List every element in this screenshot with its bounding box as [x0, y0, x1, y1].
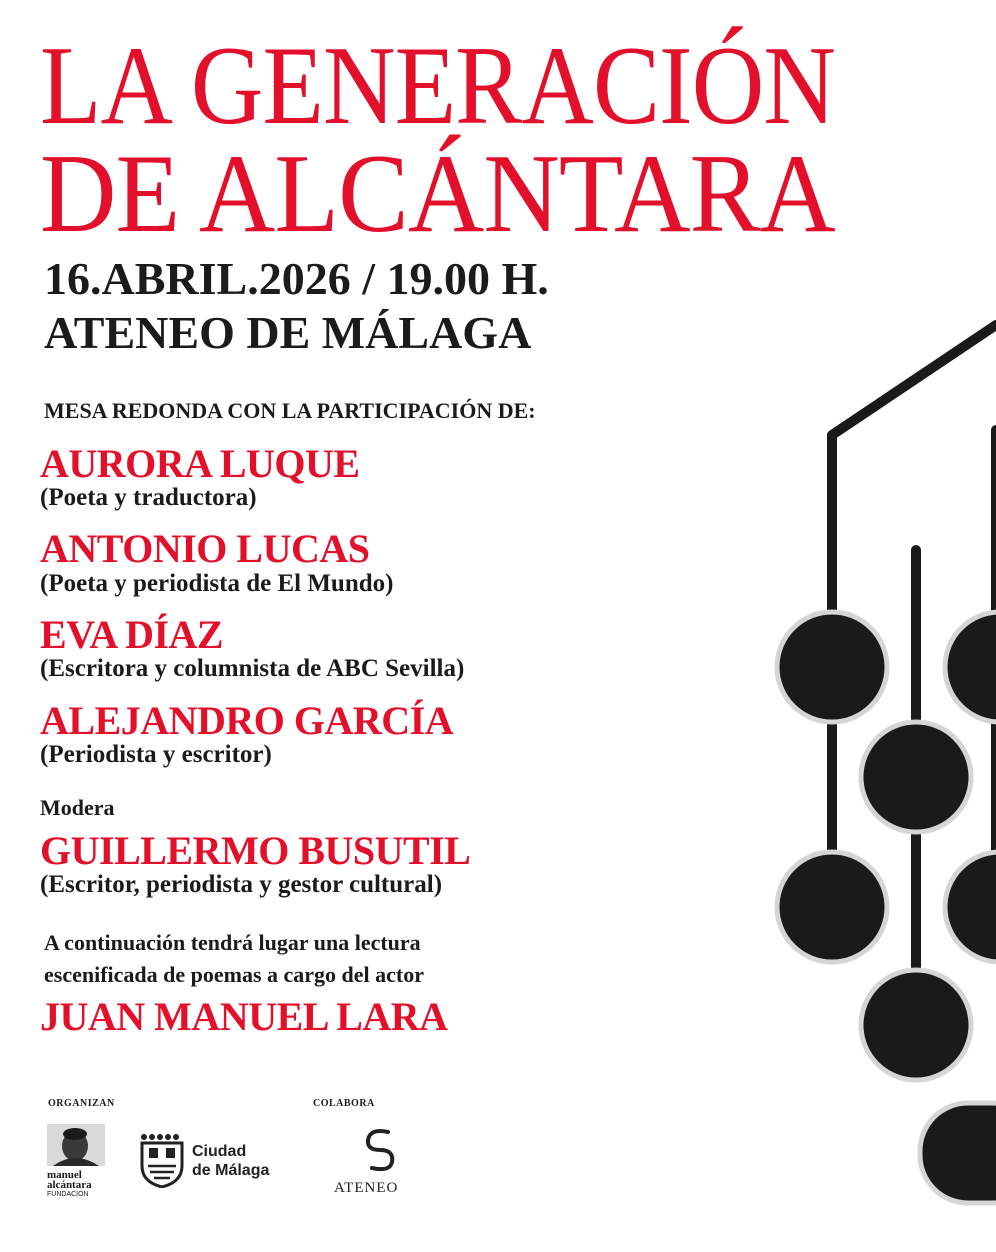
circle-shape: [945, 852, 996, 962]
circle-shape: [861, 970, 971, 1080]
circle-shape: [945, 612, 996, 722]
ateneo-emblem-icon: [358, 1126, 402, 1174]
participant-role: (Poeta y periodista de El Mundo): [40, 570, 394, 597]
fundacion-logo-line: FUNDACIÓN: [47, 1191, 89, 1198]
participant-role: (Escritora y columnista de ABC Sevilla): [40, 655, 465, 682]
circle-shape: [861, 722, 971, 832]
portrait-icon: [47, 1124, 105, 1166]
fundacion-logo-line: alcántara: [47, 1179, 92, 1191]
actor-name: JUAN MANUEL LARA: [40, 994, 448, 1039]
participant-name: EVA DÍAZ: [40, 612, 224, 657]
moderator-role: (Escritor, periodista y gestor cultural): [40, 871, 443, 898]
participant-name: ANTONIO LUCAS: [40, 526, 370, 571]
ciudad-logo-line: de Málaga: [192, 1162, 270, 1179]
fundacion-manuel-alcantara-logo: [47, 1124, 105, 1202]
circle-shape: [777, 852, 887, 962]
city-shield-icon: [140, 1132, 184, 1188]
ateneo-logo-text: ATENEO: [334, 1180, 399, 1196]
title-line-1: LA GENERACIÓN: [40, 24, 836, 148]
moderator-label: Modera: [40, 795, 115, 820]
participant-name: AURORA LUQUE: [40, 441, 360, 486]
event-date-time: 16.ABRIL.2026 / 19.00 H.: [44, 253, 549, 304]
round-table-intro: MESA REDONDA CON LA PARTICIPACIÓN DE:: [44, 398, 536, 423]
event-venue: ATENEO DE MÁLAGA: [44, 307, 532, 358]
closing-line-1: A continuación tendrá lugar una lectura: [44, 930, 421, 955]
participant-name: ALEJANDRO GARCÍA: [40, 698, 454, 743]
participant-role: (Poeta y traductora): [40, 484, 257, 511]
circle-shape: [777, 612, 887, 722]
ciudad-logo-line: Ciudad: [192, 1143, 247, 1160]
organizan-label: ORGANIZAN: [48, 1098, 115, 1109]
ciudad-de-malaga-logo: [140, 1132, 300, 1192]
rounded-block-shape: [920, 1103, 996, 1203]
abstract-building-graphic: [760, 300, 996, 1220]
colabora-label: COLABORA: [313, 1098, 375, 1109]
moderator-name: GUILLERMO BUSUTIL: [40, 828, 471, 873]
closing-line-2: escenificada de poemas a cargo del actor: [44, 962, 425, 987]
fundacion-logo-line: manuel: [47, 1169, 82, 1181]
ateneo-logo: [330, 1126, 430, 1202]
participant-role: (Periodista y escritor): [40, 741, 272, 768]
title-line-2: DE ALCÁNTARA: [40, 132, 835, 256]
